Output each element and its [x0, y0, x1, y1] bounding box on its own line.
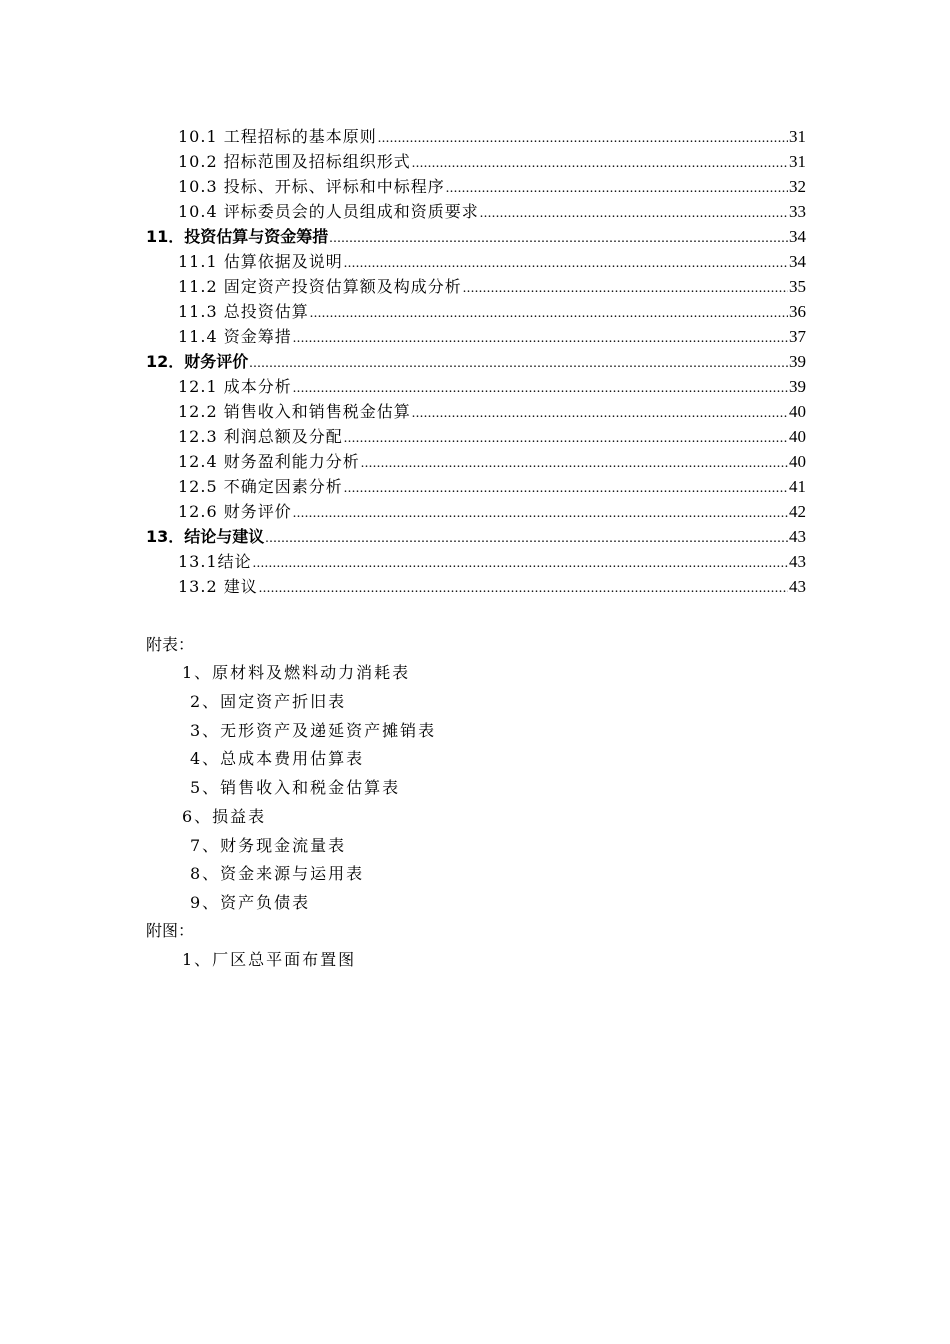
toc-entry[interactable]: [178, 149, 806, 174]
toc-leader-dots: [412, 401, 788, 426]
toc-leader-dots: [361, 451, 788, 476]
appendix-table-item: 9、资产负债表: [190, 893, 311, 912]
toc-entry-page: 40: [789, 452, 806, 471]
toc-entry-title: 11.1 估算依据及说明: [178, 252, 343, 271]
toc-entry[interactable]: [178, 199, 806, 224]
toc-leader-dots: [329, 226, 788, 251]
toc-entry-page: 36: [789, 302, 806, 321]
appendix-table-item: 8、资金来源与运用表: [190, 864, 365, 883]
toc-entry[interactable]: [178, 549, 806, 574]
toc-leader-dots: [446, 176, 788, 201]
toc-entry-title: 10.4 评标委员会的人员组成和资质要求: [178, 202, 479, 221]
toc-entry-title: 12.1 成本分析: [178, 377, 292, 396]
toc-entry[interactable]: [178, 274, 806, 299]
toc-entry-page: 34: [789, 227, 806, 246]
toc-entry-title: 13．结论与建议: [146, 527, 265, 546]
appendix-table-item: 4、总成本费用估算表: [190, 749, 365, 768]
appendix-table-item: 1、原材料及燃料动力消耗表: [182, 663, 411, 682]
toc-entry-title: 12.5 不确定因素分析: [178, 477, 343, 496]
toc-leader-dots: [480, 201, 788, 226]
toc-leader-dots: [463, 276, 788, 301]
toc-entry[interactable]: [178, 574, 806, 599]
toc-entry-title: 11.2 固定资产投资估算额及构成分析: [178, 277, 462, 296]
appendix-table-item: 2、固定资产折旧表: [190, 692, 347, 711]
toc-leader-dots: [259, 576, 788, 601]
toc-entry-title: 13.2 建议: [178, 577, 258, 596]
toc-entry-title: 11.4 资金筹措: [178, 327, 292, 346]
toc-entry-page: 35: [789, 277, 806, 296]
toc-entry-title: 12．财务评价: [146, 352, 249, 371]
toc-entry-title: 13.1结论: [178, 552, 252, 571]
toc-chapter-entry[interactable]: [146, 349, 806, 374]
toc-leader-dots: [293, 326, 788, 351]
toc-entry[interactable]: [178, 399, 806, 424]
toc-entry-page: 40: [789, 402, 806, 421]
appendix-table-item: 7、财务现金流量表: [190, 836, 347, 855]
toc-entry-title: 12.6 财务评价: [178, 502, 292, 521]
toc-leader-dots: [344, 426, 788, 451]
appendix-table-item: 5、销售收入和税金估算表: [190, 778, 401, 797]
toc-entry-title: 11．投资估算与资金筹措: [146, 227, 329, 246]
appendix-table-item: 6、损益表: [182, 807, 267, 826]
toc-entry[interactable]: [178, 474, 806, 499]
toc-leader-dots: [293, 376, 788, 401]
toc-entry[interactable]: [178, 124, 806, 149]
toc-entry-page: 39: [789, 352, 806, 371]
toc-leader-dots: [253, 551, 788, 576]
toc-entry-page: 34: [789, 252, 806, 271]
toc-entry-title: 10.3 投标、开标、评标和中标程序: [178, 177, 445, 196]
toc-entry-title: 12.4 财务盈利能力分析: [178, 452, 360, 471]
toc-entry-title: 11.3 总投资估算: [178, 302, 309, 321]
toc-entry[interactable]: [178, 499, 806, 524]
toc-entry-page: 43: [789, 552, 806, 571]
toc-chapter-entry[interactable]: [146, 524, 806, 549]
toc-entry-page: 32: [789, 177, 806, 196]
toc-leader-dots: [344, 251, 788, 276]
toc-entry-page: 33: [789, 202, 806, 221]
toc-entry[interactable]: [178, 324, 806, 349]
toc-entry[interactable]: [178, 249, 806, 274]
toc-leader-dots: [293, 501, 788, 526]
toc-entry-title: 10.2 招标范围及招标组织形式: [178, 152, 411, 171]
toc-entry-page: 37: [789, 327, 806, 346]
toc-leader-dots: [310, 301, 788, 326]
toc-entry-page: 39: [789, 377, 806, 396]
appendix-tables-heading: 附表：: [146, 635, 195, 654]
toc-entry[interactable]: [178, 174, 806, 199]
toc-entry-title: 12.2 销售收入和销售税金估算: [178, 402, 411, 421]
toc-entry-title: 12.3 利润总额及分配: [178, 427, 343, 446]
toc-entry-title: 10.1 工程招标的基本原则: [178, 127, 377, 146]
toc-entry-page: 43: [789, 577, 806, 596]
toc-leader-dots: [378, 126, 788, 151]
toc-entry-page: 31: [789, 127, 806, 146]
appendix-figures-heading: 附图：: [146, 921, 195, 940]
appendix-table-item: 3、无形资产及递延资产摊销表: [190, 721, 437, 740]
toc-leader-dots: [265, 526, 788, 551]
toc-entry-page: 40: [789, 427, 806, 446]
toc-chapter-entry[interactable]: [146, 224, 806, 249]
toc-entry-page: 31: [789, 152, 806, 171]
toc-entry[interactable]: [178, 374, 806, 399]
toc-leader-dots: [412, 151, 788, 176]
toc-entry-page: 42: [789, 502, 806, 521]
toc-leader-dots: [249, 351, 788, 376]
toc-entry[interactable]: [178, 299, 806, 324]
toc-entry-page: 43: [789, 527, 806, 546]
toc-entry-page: 41: [789, 477, 806, 496]
toc-entry[interactable]: [178, 424, 806, 449]
appendix-figure-item: 1、厂区总平面布置图: [182, 950, 357, 969]
toc-leader-dots: [344, 476, 788, 501]
toc-entry[interactable]: [178, 449, 806, 474]
